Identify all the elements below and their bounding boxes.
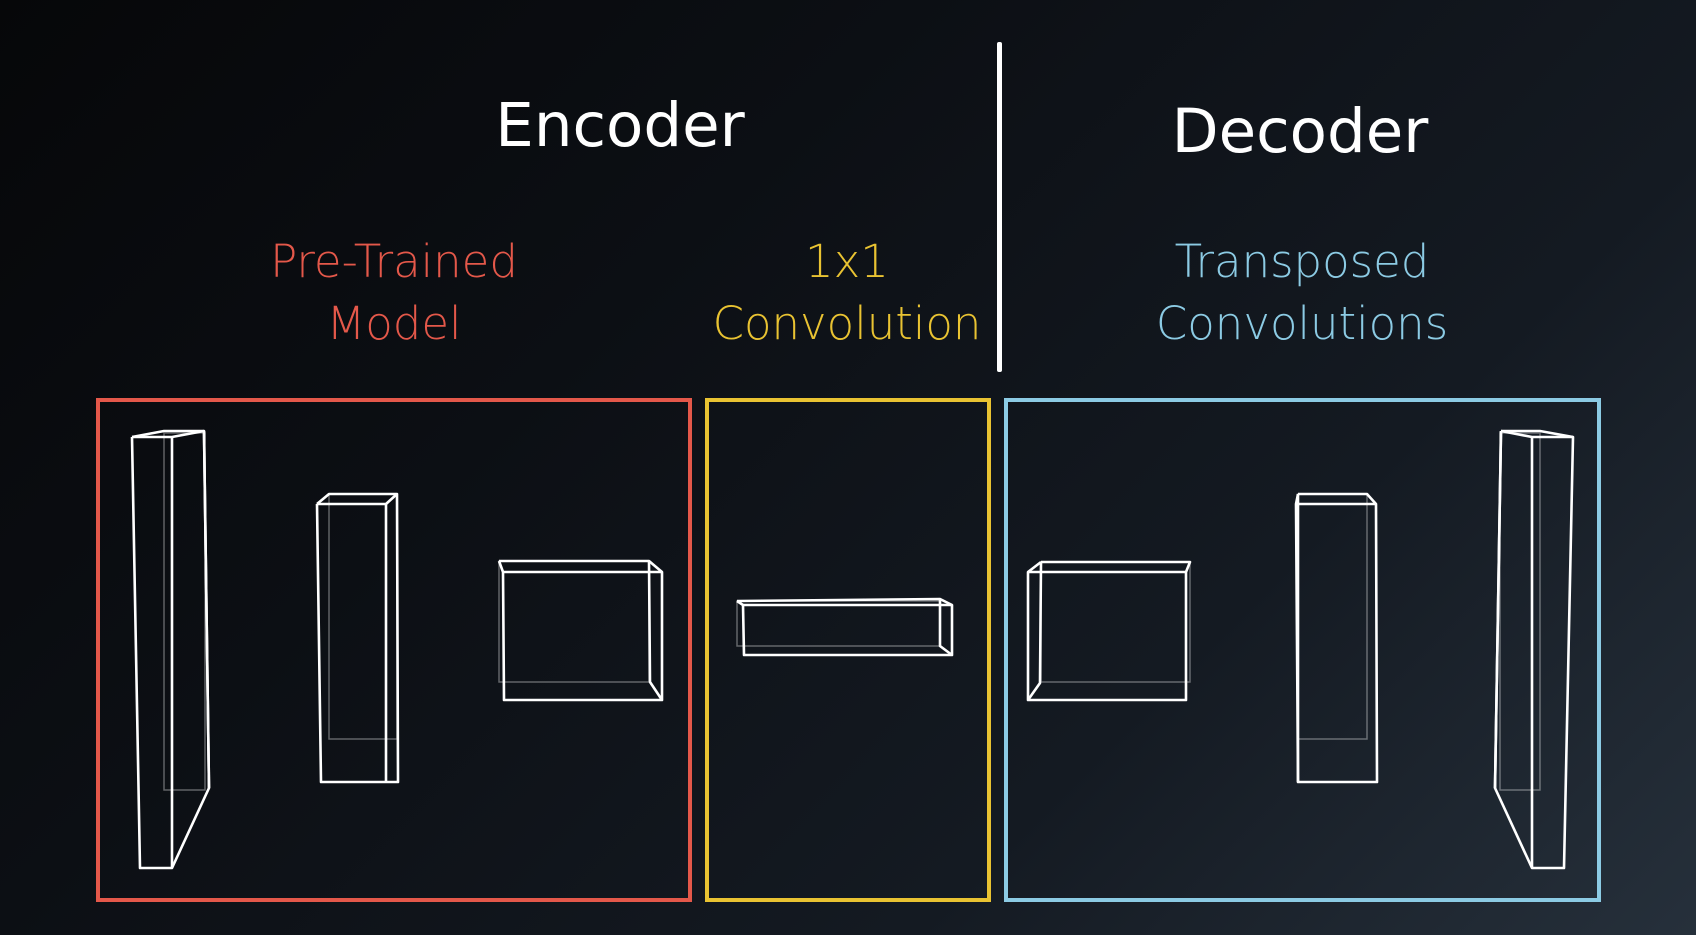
pretrained-label-line2: Model [326,297,462,350]
conv1x1-box [705,398,991,902]
pretrained-model-box [96,398,692,902]
transposed-convolutions-box [1004,398,1601,902]
pretrained-model-label [194,231,594,355]
conv1x1-label [647,231,1047,355]
decoder-heading: Decoder [1171,96,1429,167]
transposed-label-line1: Transposed [1174,235,1430,288]
transposed-convolutions-label [1102,231,1502,355]
pretrained-label-line1: Pre-Trained [270,235,518,288]
conv1x1-label-line1: 1x1 [805,235,889,288]
encoder-heading: Encoder [495,90,745,161]
transposed-label-line2: Convolutions [1155,297,1449,350]
conv1x1-label-line2: Convolution [712,297,982,350]
